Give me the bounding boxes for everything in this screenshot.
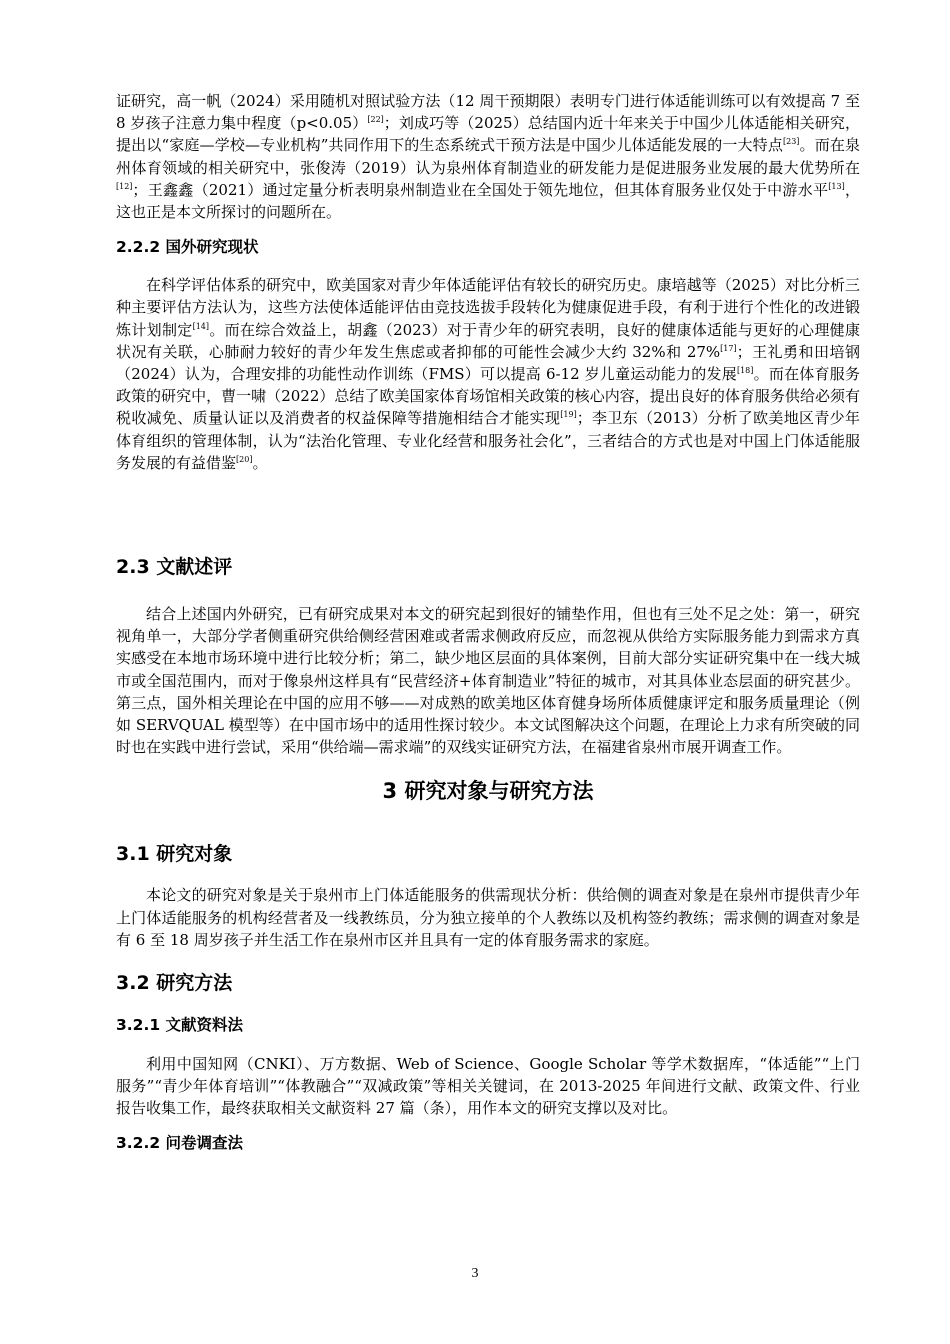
section-heading-3-2-2: 3.2.2 问卷调查法 (116, 1133, 244, 1152)
section-heading-2-2-2: 2.2.2 国外研究现状 (116, 238, 259, 257)
section-heading-2-3: 2.3 文献述评 (116, 556, 233, 579)
section-heading-3-2: 3.2 研究方法 (116, 972, 233, 995)
page-body (116, 88, 860, 1153)
citation-18: [18] (736, 366, 754, 376)
citation-17: [17] (720, 343, 737, 353)
paragraph-literature-method: 利用中国知网（CNKI）、万方数据、Web of Science、Google Scholar 等学术数据库，“体适能”“上门服务”“青少年体育培训”“体教融合”“双减政策”等相关关键词，在 2013-2025 年间进行文献、政策文件、行业报告收集工作，最终获取相关文献资料 27 篇（条），用作本文的研究支撑以及对比。 (116, 1055, 860, 1118)
section-heading-3-1: 3.1 研究对象 (116, 843, 233, 866)
paragraph-foreign-research: 在科学评估体系的研究中，欧美国家对青少年体适能评估有较长的研究历史。康培越等（2025）对比分析三种主要评估方法认为，这些方法使体适能评估由竞技选拔手段转化为健康促进手段，有利于进行个性化的改进锻炼计划制定[14]。而在综合效益上，胡鑫（2023）对于青少年的研究表明，良好的健康体适能与更好的心理健康状况有关联，心肺耐力较好的青少年发生焦虑或者抑郁的可能性会减少大约 32%和 27%[17]；王礼勇和田培钢（2024）认为，合理安排的功能性动作训练（FMS）可以提高 6-12 岁儿童运动能力的发展[18]。而在体育服务政策的研究中，曹一啸（2022）总结了欧美国家体育场馆相关政策的核心内容，提出良好的体育服务供给必须有税收减免、质量认证以及消费者的权益保障等措施相结合才能实现[19]；李卫东（2013）分析了欧美地区青少年体育组织的管理体制，认为“法治化管理、专业化经营和服务社会化”，三者结合的方式也是对中国上门体适能服务发展的有益借鉴[20]。 (116, 276, 860, 472)
paragraph-research-object: 本论文的研究对象是关于泉州市上门体适能服务的供需现状分析：供给侧的调查对象是在泉州市提供青少年上门体适能服务的机构经营者及一线教练员，分为独立接单的个人教练以及机构签约教练；需求侧的调查对象是有 6 至 18 周岁孩子并生活工作在泉州市区并且具有一定的体育服务需求的家庭。 (116, 886, 860, 949)
page-number: 3 (471, 1266, 479, 1281)
citation-13: [13] (828, 181, 845, 191)
citation-23: [23] (782, 137, 800, 147)
paragraph-domestic-research-cont: 证研究，高一帆（2024）采用随机对照试验方法（12 周干预期限）表明专门进行体适能训练可以有效提高 7 至 8 岁孩子注意力集中程度（p<0.05）[22]；刘成巧等（2025）总结国内近十年来关于中国少儿体适能相关研究，提出以“家庭—学校—专业机构”共同作用下的生态系统式干预方法是中国少儿体适能发展的一大特点[23]。而在泉州体育领域的相关研究中，张俊涛（2019）认为泉州体育制造业的研发能力是促进服务业发展的最大优势所在[12]；王鑫鑫（2021）通过定量分析表明泉州制造业在全国处于领先地位，但其体育服务业仅处于中游水平[13]，这也正是本文所探讨的问题所在。 (116, 92, 860, 222)
citation-20: [20] (236, 454, 253, 464)
citation-22: [22] (367, 115, 384, 125)
chapter-heading-3: 3 研究对象与研究方法 (382, 779, 594, 804)
citation-19: [19] (560, 410, 577, 420)
section-heading-3-2-1: 3.2.1 文献资料法 (116, 1016, 244, 1035)
citation-12: [12] (116, 181, 133, 191)
paragraph-literature-review: 结合上述国内外研究，已有研究成果对本文的研究起到很好的铺垫作用，但也有三处不足之处：第一，研究视角单一，大部分学者侧重研究供给侧经营困难或者需求侧政府反应，而忽视从供给方实际服务能力到需求方真实感受在本地市场环境中进行比较分析；第二，缺少地区层面的具体案例，目前大部分实证研究集中在一线大城市或全国范围内，而对于像泉州这样具有“民营经济+体育制造业”特征的城市，对其具体业态层面的研究甚少。第三点，国外相关理论在中国的应用不够——对成熟的欧美地区体育健身场所体质健康评定和服务质量理论（例如 SERVQUAL 模型等）在中国市场中的适用性探讨较少。本文试图解决这个问题，在理论上力求有所突破的同时也在实践中进行尝试，采用“供给端—需求端”的双线实证研究方法，在福建省泉州市展开调查工作。 (116, 605, 860, 757)
citation-14: [14] (192, 321, 209, 331)
